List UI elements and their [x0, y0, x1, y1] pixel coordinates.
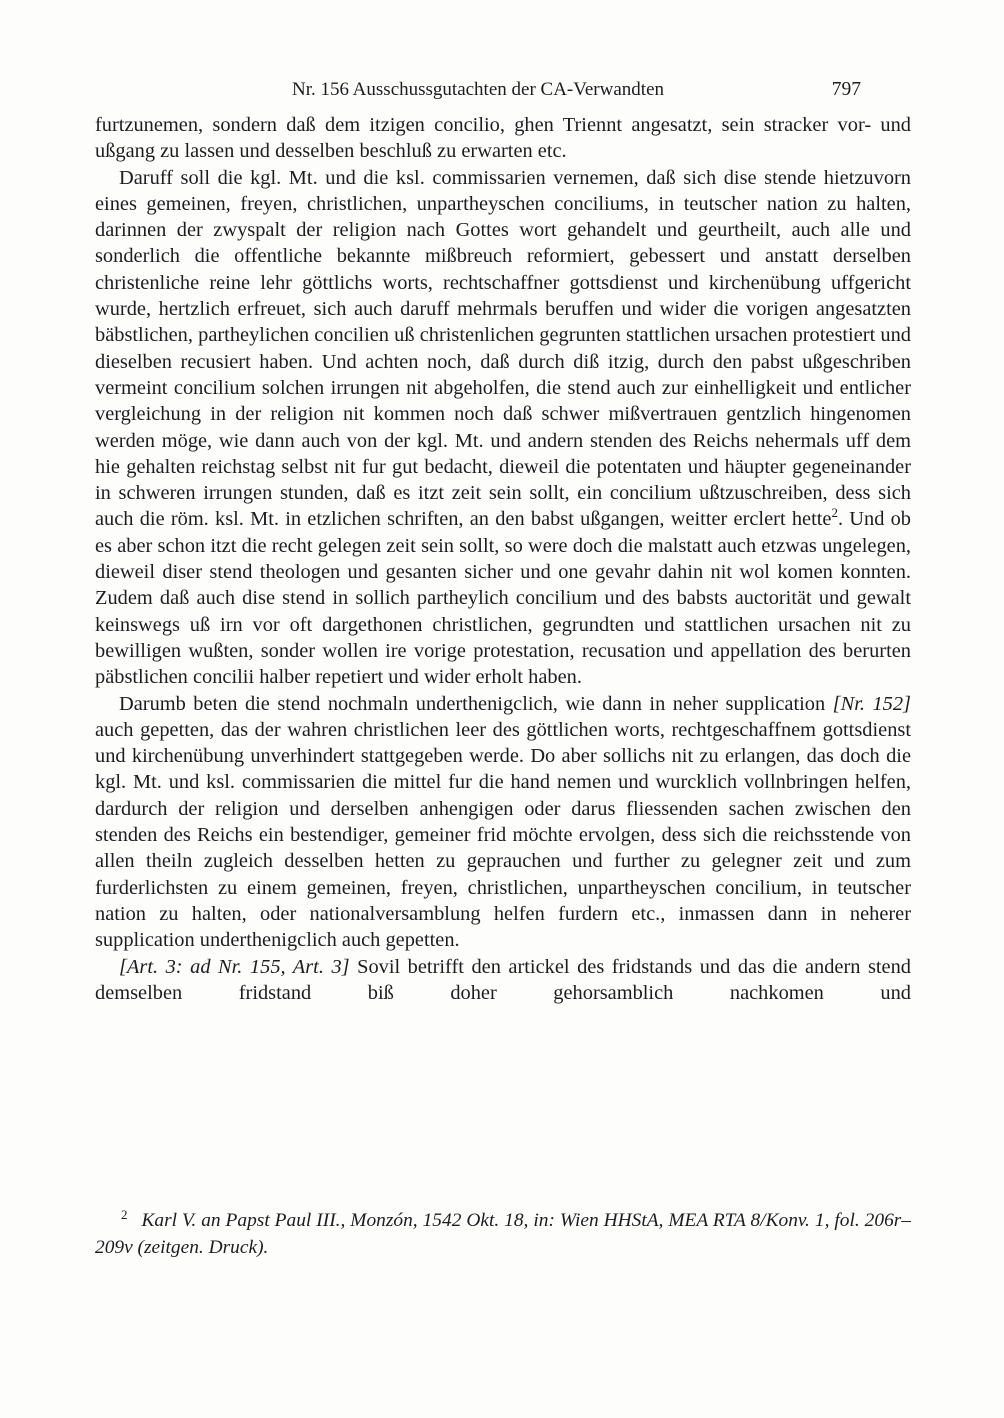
footnote-2 [95, 1208, 911, 1261]
editorial-reference-nr152: [Nr. 152] [832, 692, 911, 715]
running-head-title: Nr. 156 Ausschussgutachten der CA-Verwandten [291, 79, 664, 100]
text-run: . Und ob es aber schon itzt die recht gelegen zeit sein sollt, so were doch die malstatt auch etzwas ungelegen, dieweil diser stend theologen und gesanten sicher und one gevahr dahin nit wol komen konnten. Zudem daß auch dise stend in sollich partheylich concilium und des babsts auctorität und gewalt keinswegs uß irn vor oft dargethonen christlichen, gegrundten und stattlichen ursachen nit zu bewilligen wußten, sonder wollen ire vorige protestation, recusation und appellation des berurten päbstlichen concilii halber repetiert und wider erholt haben. [95, 508, 911, 689]
paragraph-continuation [95, 112, 911, 165]
paragraph-darumb [95, 691, 911, 954]
text-run: furtzunemen, sondern daß dem itzigen concilio, ghen Triennt angesatzt, sein stracker vor- und ußgang zu lassen und desselben beschluß zu erwarten etc. [95, 114, 911, 163]
footnote-text: Karl V. an Papst Paul III., Monzón, 1542 Okt. 18, in: Wien HHStA, MEA RTA 8/Konv. 1, fol. 206r–209v (zeitgen. Druck). [95, 1210, 911, 1258]
text-run: Sovil betrifft den artickel des fridstands und das die andern stend demselben fridstand biß doher gehorsamblich nachkomen und [95, 955, 911, 1004]
running-head [95, 78, 861, 102]
text-run: auch gepetten, das der wahren christlichen leer des göttlichen worts, rechtgeschaffnem gottsdienst und kirchenübung unverhindert stattgegeben werde. Do aber sollichs nit zu erlangen, das doch die kgl. Mt. und ksl. commissarien die mittel fur die hand nemen und wurcklich vollnbringen helfen, dardurch der religion und derselben anhengigen oder darus fliessenden sachen zwischen den stenden des Reichs ein bestendiger, gemeiner frid möchte ervolgen, dess sich die reichsstende von allen theiln zugleich desselben hetten zu geprauchen und further zu gelegner zeit und zum furderlichsten zu einem gemeinen, freyen, christlichen, unpartheyschen concilium, in teutscher nation zu halten, oder nationalversamblung helfen furdern etc., inmassen dann in neherer supplication underthenigclich auch gepetten. [95, 718, 911, 952]
page-number: 797 [831, 79, 861, 100]
page-body [95, 112, 911, 1006]
text-run: Darumb beten die stend nochmaln underthenigclich, wie dann in neher supplication [119, 692, 833, 715]
footnote-reference-2: 2 [831, 505, 838, 521]
paragraph-art3 [95, 954, 911, 1007]
text-run: Daruff soll die kgl. Mt. und die ksl. commissarien vernemen, daß sich dise stende hietzuvorn eines gemeinen, freyen, christlichen, unpartheyschen conciliums, in teutscher nation zu halten, darinnen der zwyspalt der religion nach Gottes wort gehandelt und geurtheilt, auch alle und sonderlich die offentliche bekannte mißbreuch reformiert, gebessert und anstatt derselben christenliche reine lehr göttlichs worts, rechtschaffner gottsdienst und kirchenübung uffgericht wurde, hertzlich erfreuet, sich auch daruff mehrmals beruffen und wider die vorigen angesatzten bäbstlichen, partheylichen concilien uß christenlichen gegrunten stattlichen ursachen protestiert und dieselben recusiert haben. Und achten noch, daß durch diß itzig, durch den pabst ußgeschriben vermeint concilium solchen irrungen nit abgeholfen, die stend auch zur einhelligkeit und entlicher vergleichung in der religion nit kommen noch daß schwer mißvertrauen gentzlich hingenomen werden möge, wie dann auch von der kgl. Mt. und andern stenden des Reichs nehermals uff dem hie gehalten reichstag selbst nit fur gut bedacht, dieweil die potentaten und häupter gegeneinander in schweren irrungen stunden, daß es itzt zeit sein sollt, ein concilium ußtzuschreiben, dess sich auch die röm. ksl. Mt. in etzlichen schriften, an den babst ußgangen, weitter erclert hette [95, 166, 911, 531]
footnote-marker: 2 [121, 1206, 128, 1222]
paragraph-daruff [95, 165, 911, 691]
footnote-area [95, 1208, 911, 1261]
editorial-heading-art3: [Art. 3: ad Nr. 155, Art. 3] [119, 955, 350, 978]
